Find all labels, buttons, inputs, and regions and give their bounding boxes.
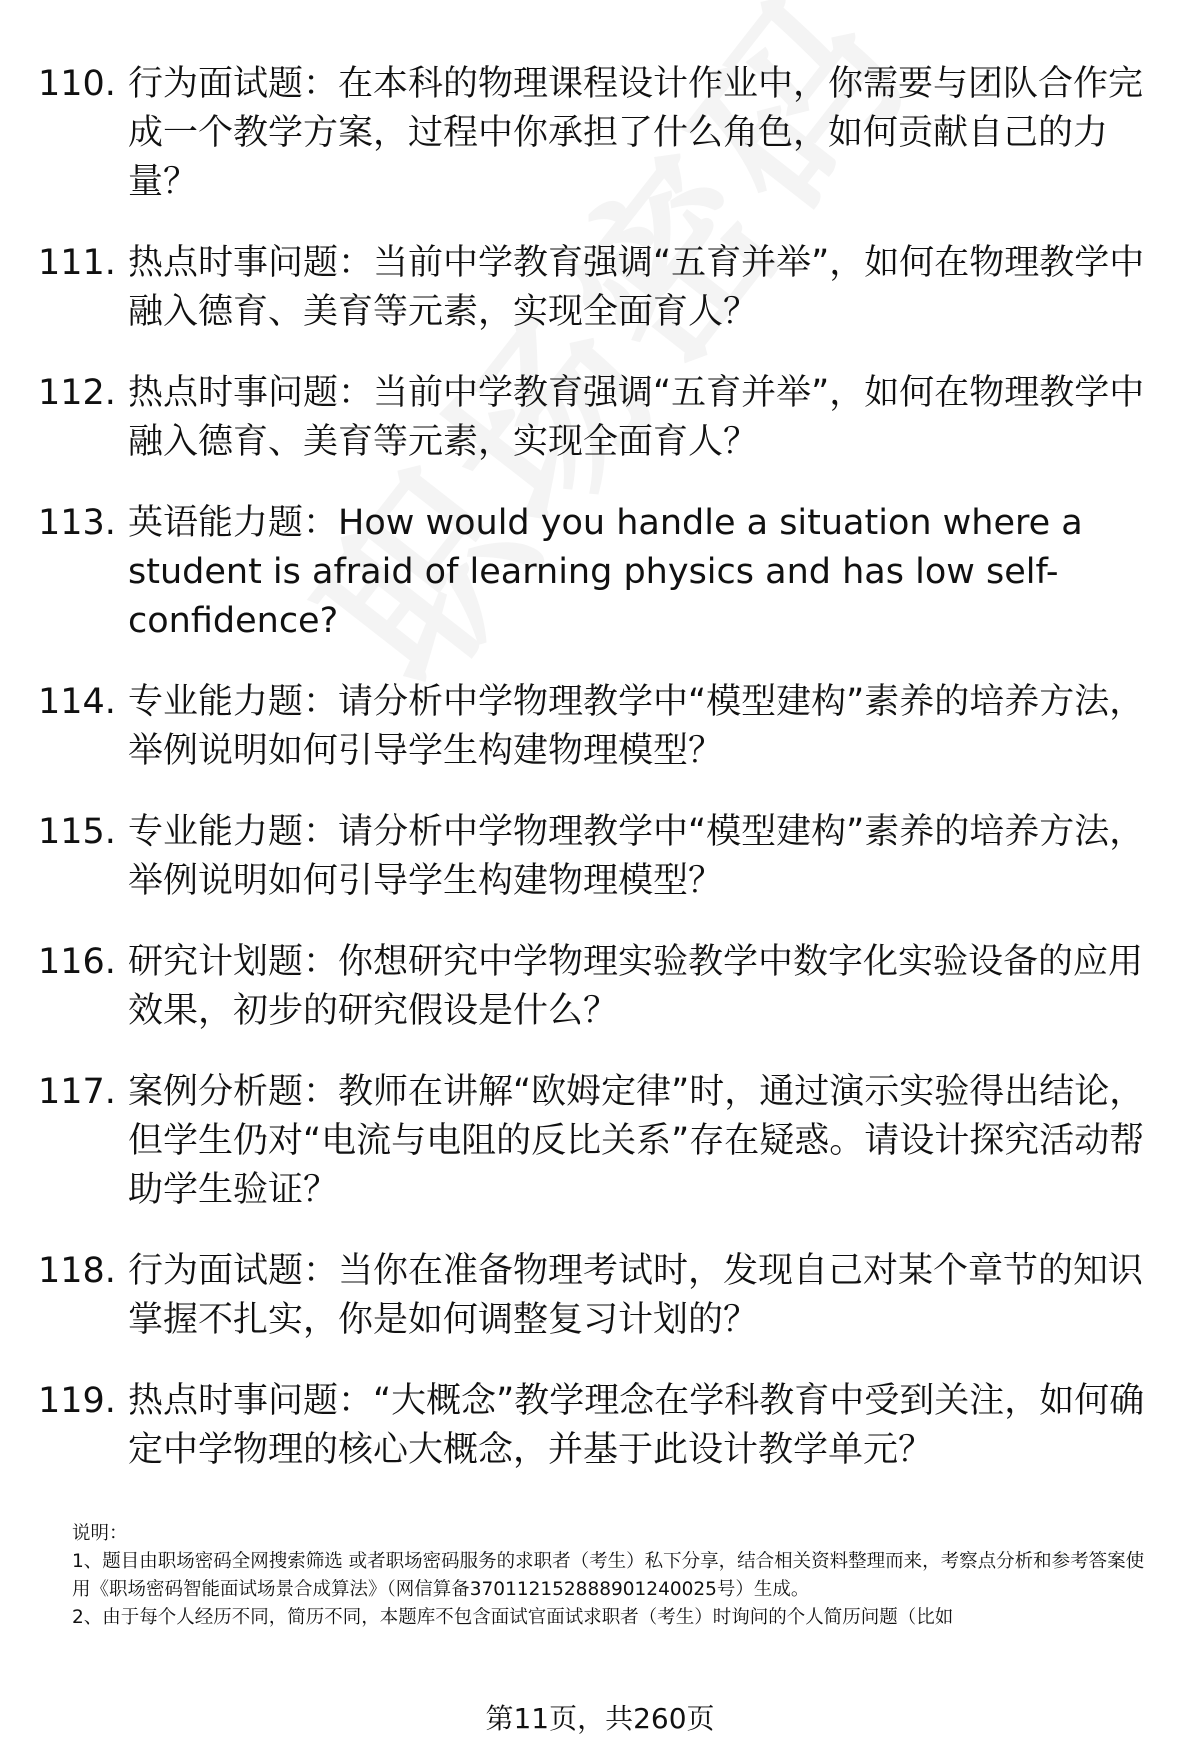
question-text: 热点时事问题：当前中学教育强调“五育并举”，如何在物理教学中融入德育、美育等元素，实现全面育人？ [128, 243, 1145, 332]
question-text: 英语能力题：How would you handle a situation where a student is afraid of learning physics and has low self-confidence? [128, 503, 1083, 641]
question-number: 114. [38, 682, 116, 722]
question-item [38, 678, 1168, 776]
question-number: 112. [38, 373, 116, 413]
question-item [38, 1247, 1168, 1345]
question-item [38, 239, 1168, 337]
question-number: 118. [38, 1251, 116, 1291]
question-item [38, 499, 1168, 646]
notes-item: 1、题目由职场密码全网搜索筛选 或者职场密码服务的求职者（考生）私下分享，结合相关资料整理而来，考察点分析和参考答案使用《职场密码智能面试场景合成算法》（网信算备370112152888901240025号）生成。 [72, 1551, 1145, 1600]
question-text: 热点时事问题：“大概念”教学理念在学科教育中受到关注，如何确定中学物理的核心大概念，并基于此设计教学单元？ [128, 1381, 1145, 1470]
question-number: 119. [38, 1381, 116, 1421]
question-item [38, 1068, 1168, 1215]
question-item [38, 60, 1168, 207]
notes-section [72, 1520, 1162, 1632]
question-number: 116. [38, 942, 116, 982]
question-number: 111. [38, 243, 116, 283]
question-number: 117. [38, 1072, 116, 1112]
question-number: 115. [38, 812, 116, 852]
question-text: 案例分析题：教师在讲解“欧姆定律”时，通过演示实验得出结论，但学生仍对“电流与电阻的反比关系”存在疑惑。请设计探究活动帮助学生验证？ [128, 1072, 1145, 1210]
question-item [38, 808, 1168, 906]
question-text: 行为面试题：当你在准备物理考试时，发现自己对某个章节的知识掌握不扎实，你是如何调整复习计划的？ [128, 1251, 1144, 1340]
page-number: 第11页，共260页 [485, 1702, 715, 1735]
notes-heading: 说明： [72, 1523, 128, 1544]
question-item [38, 1377, 1168, 1475]
question-text: 热点时事问题：当前中学教育强调“五育并举”，如何在物理教学中融入德育、美育等元素，实现全面育人？ [128, 373, 1145, 462]
question-number: 110. [38, 64, 116, 104]
question-text: 专业能力题：请分析中学物理教学中“模型建构”素养的培养方法，举例说明如何引导学生构建物理模型？ [128, 812, 1145, 901]
question-item [38, 938, 1168, 1036]
question-text: 专业能力题：请分析中学物理教学中“模型建构”素养的培养方法，举例说明如何引导学生构建物理模型？ [128, 682, 1145, 771]
question-number: 113. [38, 503, 116, 543]
question-text: 行为面试题：在本科的物理课程设计作业中，你需要与团队合作完成一个教学方案，过程中你承担了什么角色，如何贡献自己的力量？ [128, 64, 1144, 202]
question-text: 研究计划题：你想研究中学物理实验教学中数字化实验设备的应用效果，初步的研究假设是什么？ [128, 942, 1144, 1031]
question-item [38, 369, 1168, 467]
notes-item: 2、由于每个人经历不同，简历不同，本题库不包含面试官面试求职者（考生）时询问的个人简历问题（比如 [72, 1607, 954, 1628]
question-list [38, 60, 1168, 1507]
